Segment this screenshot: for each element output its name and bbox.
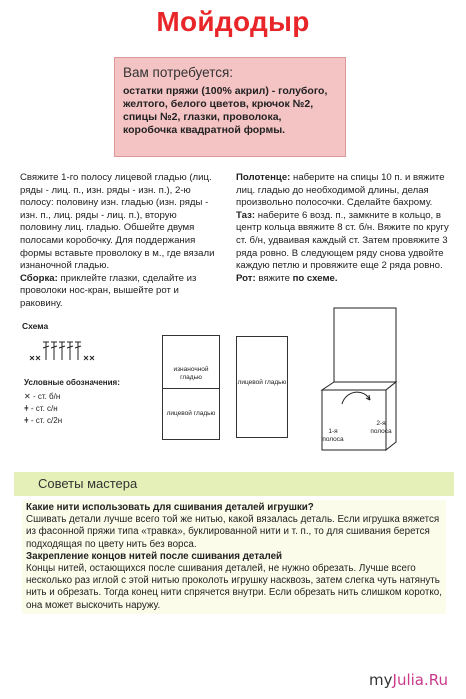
strip-diagram-2 (236, 336, 288, 438)
legend-title: Условные обозначения: (24, 378, 120, 387)
strip-diagram-1 (162, 335, 220, 440)
page-title: Мойдодыр (156, 6, 310, 37)
basin-label: Таз: (236, 209, 256, 221)
mouth-scheme: по схеме. (292, 272, 338, 284)
legend (24, 377, 120, 427)
double-crochet-icon: ǂ (24, 416, 31, 425)
towel-paragraph (236, 172, 450, 210)
assembly-text: приклейте глазки, сделайте из проволоки нос-кран, вышейте рот и раковину. (20, 272, 197, 309)
towel-label: Полотенце: (236, 172, 291, 183)
tip-question-2: Закрепление концов нитей после сшивания деталей (26, 550, 283, 562)
strip1-caption: 1-я полоса (322, 428, 344, 443)
assembly-label: Сборка: (20, 272, 58, 284)
site-watermark: myJulia.Ru (369, 671, 448, 689)
strip2-label: лицевой гладью (237, 379, 287, 386)
basin-paragraph (236, 210, 450, 273)
materials-box (114, 57, 346, 157)
right-column (236, 172, 450, 285)
legend-item: ǂ - ст. с/2н (24, 416, 63, 425)
mouth-paragraph (236, 273, 450, 286)
materials-text: остатки пряжи (100% акрил) - голубого, желтого, белого цветов, крючок №2, спицы №2, глазки, проволока, коробочка квадратной формы. (123, 85, 328, 136)
half-double-crochet-icon: ǂ (24, 404, 31, 413)
tip-answer-2: Концы нитей, остающихся после сшивания деталей, не нужно обрезать. Лучше всего несколько раз иглой с этой нитью проколоть игрушку насквозь, затем слегка чуть натянуть нить и обрезать. Тогда конец нити спрячется внутри. Если обрезать нить слишком коротко, она может выскочить наружу. (26, 563, 442, 611)
single-crochet-icon: ✕ (24, 392, 33, 401)
tips-heading: Советы мастера (38, 476, 138, 491)
basin-text: наберите 6 возд. п., замкните в кольцо, в центр кольца ввяжите 8 ст. б/н. Вяжите по кругу ст. б/н, удваивая каждый ст. Затем провяжите 3 ряда ровно. В следующем ряду снова удвойте каждую петлю и провяжите еще 2 ряда ровно. (236, 209, 449, 272)
instructions-body: Свяжите 1-го полосу лицевой гладью (лиц. ряды - лиц. п., изн. ряды - изн. п.), 2-ю полосу: половину изн. гладью (изн. ряды - изн. п., лиц. ряды - лиц. п.), вторую половину лиц. гладью. Обшейте двумя полосами коробочку. Для поддержания формы вставьте проволоку в м., где вязали изнаночной гладью. (20, 172, 215, 272)
tip-answer-1: Сшивать детали лучше всего той же нитью, какой вязалась деталь. Если игрушка вяжется из фасонной пряжи типа «травка», буклированной нити и т. п., то для сшивания берется подходящая по цвету нить без ворса. (26, 514, 440, 550)
mouth-label: Рот: (236, 272, 256, 284)
left-column (20, 172, 218, 311)
assembly-paragraph (20, 273, 218, 311)
strip2-caption: 2-я полоса (370, 420, 392, 435)
strip1-top-label: изнаночной гладью (173, 366, 209, 381)
mouth-text: вяжите (255, 272, 293, 284)
tips-body (22, 500, 446, 614)
towel-text: наберите на спицы 10 п. и вяжите лиц. гладью до необходимой длины, делая произвольно полосочки. Сделайте бахрому. (236, 172, 445, 209)
crochet-scheme-diagram (28, 336, 108, 364)
legend-item: ǂ - ст. с/н (24, 404, 58, 413)
scheme-label: Схема (22, 321, 49, 331)
strip1-bottom-label: лицевой гладью (166, 410, 216, 417)
materials-heading: Вам потребуется: (123, 65, 234, 80)
legend-item: ✕ - ст. б/н (24, 392, 61, 401)
tip-question-1: Какие нити использовать для сшивания деталей игрушки? (26, 502, 314, 513)
